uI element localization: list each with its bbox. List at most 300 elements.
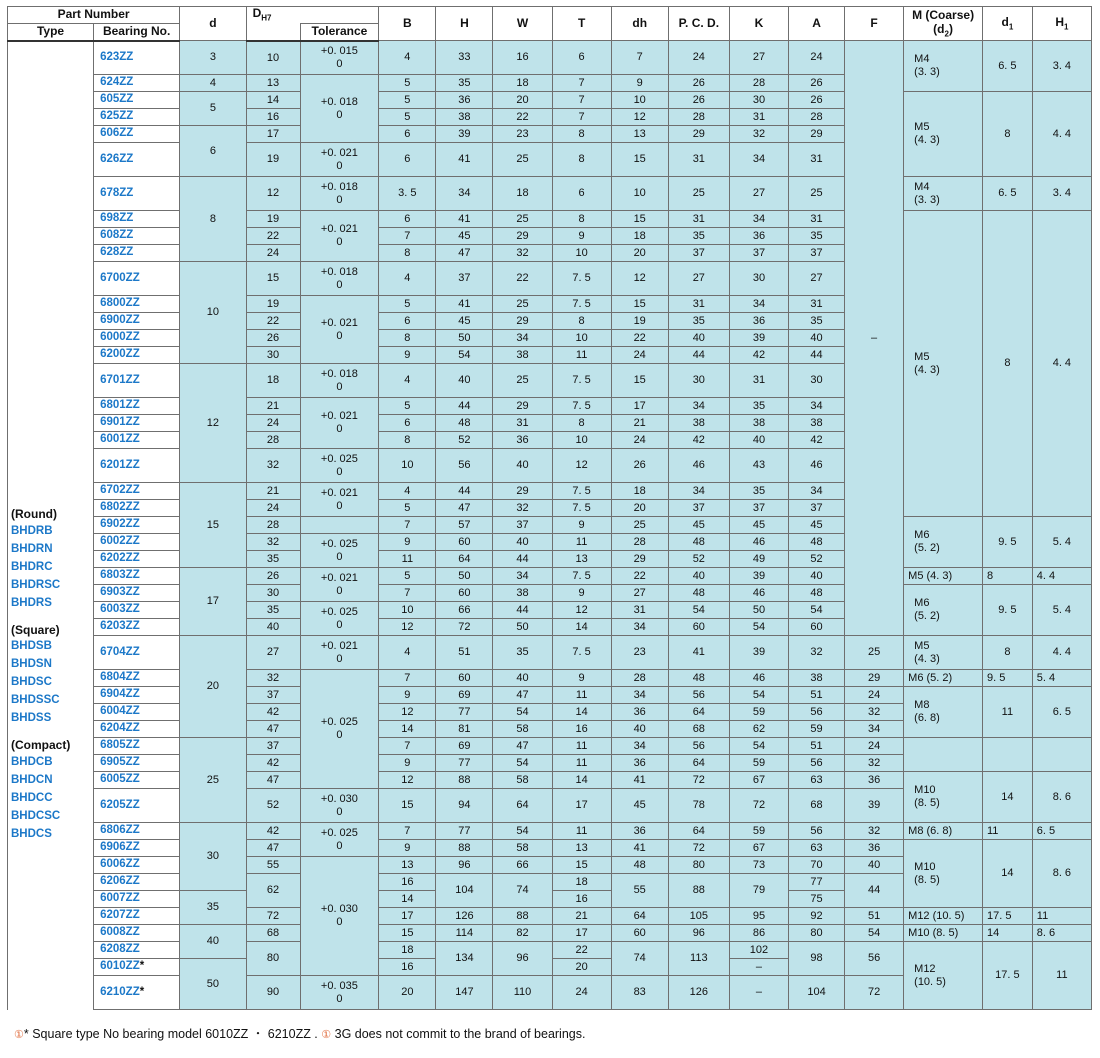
a-cell: 30 [789,364,845,398]
dh-cell: 18 [611,483,668,500]
t-cell: 12 [552,449,611,483]
type-code: BHDSSC [11,694,60,707]
m-cell: M5 (4. 3) [904,92,983,177]
type-code: BHDRS [11,596,52,609]
t-cell: 9 [552,228,611,245]
h1-cell: 5. 4 [1032,670,1091,687]
a-cell: 46 [789,449,845,483]
t-cell: 12 [552,602,611,619]
t-cell: 7. 5 [552,364,611,398]
k-cell: 95 [729,908,788,925]
t-cell: 7. 5 [552,398,611,415]
a-cell: 48 [789,534,845,551]
type-code: BHDRB [11,524,53,537]
b-cell: 4 [379,636,436,670]
b-cell: 7 [379,823,436,840]
h-cell: 54 [436,347,493,364]
t-cell: 7. 5 [552,568,611,585]
dh-cell: 34 [611,687,668,704]
pcd-cell: 26 [668,92,729,109]
dh-cell: 36 [611,704,668,721]
b-cell: 5 [379,296,436,313]
b-cell: 5 [379,398,436,415]
m-cell: M5 (4. 3) [904,568,983,585]
a-cell: 38 [789,415,845,432]
m-cell: M8 (6. 8) [904,687,983,738]
a-cell: 52 [789,551,845,568]
b-cell: 5 [379,92,436,109]
m-cell: M6 (5. 2) [904,517,983,568]
w-cell: 29 [493,313,552,330]
d-cell: 10 [246,41,300,75]
tol-cell: +0. 018 0 [300,364,379,398]
type-code: BHDRSC [11,578,61,591]
bearing-no-cell: 6001ZZ [94,432,180,449]
t-cell: 11 [552,755,611,772]
d-cell: 72 [246,908,300,925]
bearing-no-cell: 6208ZZ [94,942,180,959]
t-cell: 9 [552,517,611,534]
d-cell: 32 [246,449,300,483]
d-cell: 10 [180,262,246,364]
w-cell: 38 [493,585,552,602]
w-cell: 40 [493,670,552,687]
m-cell: M6 (5. 2) [904,585,983,636]
h-cell: 147 [436,976,493,1010]
f-cell: 32 [845,823,904,840]
t-cell: 7. 5 [552,296,611,313]
k-cell: 31 [729,364,788,398]
pcd-cell: 52 [668,551,729,568]
k-cell: 79 [729,874,788,908]
a-cell: 60 [789,619,845,636]
type-group-heading: (Round) [11,506,57,521]
w-cell: 54 [493,755,552,772]
a-cell: 31 [789,211,845,228]
w-cell: 37 [493,517,552,534]
k-cell: – [729,976,788,1010]
k-header: K [729,7,788,41]
h-cell: 52 [436,432,493,449]
pcd-cell: 64 [668,704,729,721]
a-cell: 56 [789,755,845,772]
d-cell: 13 [246,75,300,92]
h-cell: 77 [436,704,493,721]
h1-cell: 6. 5 [1032,687,1091,738]
d-cell: 6 [180,126,246,177]
k-cell: 49 [729,551,788,568]
a-cell: 80 [789,925,845,942]
dh-cell: 10 [611,177,668,211]
w-cell: 32 [493,500,552,517]
d-cell: 24 [246,500,300,517]
d-cell: 30 [246,585,300,602]
t-cell: 21 [552,908,611,925]
h-cell: 48 [436,415,493,432]
dh-cell: 55 [611,874,668,908]
a-cell: 63 [789,772,845,789]
pcd-cell: 38 [668,415,729,432]
bearing-no-cell: 6201ZZ [94,449,180,483]
w-cell: 32 [493,245,552,262]
d-cell: 16 [246,109,300,126]
h1-cell: 5. 4 [1032,585,1091,636]
header-row-1 [8,7,1092,24]
d-cell: 32 [246,534,300,551]
d-cell: 47 [246,840,300,857]
footnote [14,1024,585,1042]
a-cell: 45 [789,517,845,534]
d-cell: 27 [246,636,300,670]
t-cell: 8 [552,126,611,143]
pcd-cell: 30 [668,364,729,398]
m-cell: M4 (3. 3) [904,177,983,211]
dh-cell: 28 [611,670,668,687]
w-cell: 34 [493,568,552,585]
d1-cell: 8 [982,636,1032,670]
type-code: BHDSC [11,676,52,689]
m-cell: M12 (10. 5) [904,942,983,1010]
d-cell: 40 [246,619,300,636]
a-cell: 40 [789,568,845,585]
h-cell: 96 [436,857,493,874]
d-cell: 28 [246,432,300,449]
h1-cell [1032,738,1091,772]
t-cell: 10 [552,330,611,347]
type-code: BHDRN [11,542,53,555]
t-cell: 10 [552,432,611,449]
type-code: BHDSS [11,712,52,725]
type-header: Type [8,23,94,41]
bearing-no-cell: 6802ZZ [94,500,180,517]
t-cell: 14 [552,704,611,721]
a-cell: 77 [789,874,845,891]
f-header: F [845,7,904,41]
f-cell: 32 [845,704,904,721]
dh-cell: 24 [611,347,668,364]
f-cell: 36 [845,840,904,857]
bearing-no-cell: 6010ZZ* [94,959,180,976]
bearing-no-cell: 605ZZ [94,92,180,109]
b-cell: 14 [379,721,436,738]
dh-cell: 15 [611,211,668,228]
k-cell: 39 [729,636,788,670]
a-cell: 26 [789,75,845,92]
f-cell: – [845,41,904,636]
h-cell: 56 [436,449,493,483]
d-cell: 19 [246,211,300,228]
bearing-spec-table [7,6,1092,1010]
h1-cell: 8. 6 [1032,925,1091,942]
d-cell: 50 [180,959,246,1010]
pcd-cell: 37 [668,500,729,517]
b-cell: 4 [379,41,436,75]
table-row [8,517,1092,534]
k-cell: 59 [729,704,788,721]
d1-cell: 17. 5 [982,908,1032,925]
d-cell: 8 [180,177,246,262]
h-cell: 40 [436,364,493,398]
bearing-no-header: Bearing No. [94,23,180,41]
bearing-no-cell: 6006ZZ [94,857,180,874]
pcd-cell: 34 [668,398,729,415]
t-header: T [552,7,611,41]
a-cell: 75 [789,891,845,908]
d-cell: 24 [246,245,300,262]
m-cell: M12 (10. 5) [904,908,983,925]
bearing-no-cell: 6205ZZ [94,789,180,823]
h-cell: 81 [436,721,493,738]
w-cell: 40 [493,534,552,551]
d-header: d [180,7,246,41]
b-header: B [379,7,436,41]
pcd-cell: 56 [668,687,729,704]
pcd-cell: 80 [668,857,729,874]
pcd-cell: 46 [668,449,729,483]
dh-cell: 34 [611,619,668,636]
k-cell: 32 [729,126,788,143]
m-cell: M10 (8. 5) [904,925,983,942]
w-cell: 25 [493,211,552,228]
tol-cell: +0. 025 0 [300,534,379,568]
w-cell: 82 [493,925,552,942]
d-cell: 12 [246,177,300,211]
m-cell: M4 (3. 3) [904,41,983,92]
d-cell: 80 [246,942,300,976]
tol-cell: +0. 035 0 [300,976,379,1010]
dh-header: dh [611,7,668,41]
w-cell: 54 [493,704,552,721]
a-cell: 31 [789,143,845,177]
k-cell: – [729,959,788,976]
h-cell: 72 [436,619,493,636]
h-cell: 35 [436,75,493,92]
d-cell: 30 [180,823,246,891]
t-cell: 15 [552,857,611,874]
bearing-no-cell: 6904ZZ [94,687,180,704]
w-header: W [493,7,552,41]
d-cell: 21 [246,483,300,500]
w-cell: 88 [493,908,552,925]
h-cell: 60 [436,585,493,602]
b-cell: 16 [379,959,436,976]
dh-cell: 83 [611,976,668,1010]
a-header: A [789,7,845,41]
bearing-no-cell: 6005ZZ [94,772,180,789]
bearing-no-cell: 698ZZ [94,211,180,228]
k-cell: 35 [729,398,788,415]
t-cell: 7. 5 [552,262,611,296]
a-cell: 25 [789,177,845,211]
b-cell: 5 [379,75,436,92]
d-cell: 26 [246,330,300,347]
dh-cell: 17 [611,398,668,415]
t-cell: 7 [552,75,611,92]
b-cell: 4 [379,364,436,398]
pcd-cell: 31 [668,296,729,313]
w-cell: 18 [493,75,552,92]
f-cell: 24 [845,738,904,755]
tol-cell: +0. 030 0 [300,857,379,976]
table-row [8,568,1092,585]
w-cell: 74 [493,874,552,908]
dh-cell: 20 [611,500,668,517]
w-cell: 44 [493,551,552,568]
bearing-no-cell: 6700ZZ [94,262,180,296]
w-cell: 25 [493,143,552,177]
pcd-cell: 48 [668,585,729,602]
d-cell: 5 [180,92,246,126]
k-cell: 46 [729,585,788,602]
h1-cell: 3. 4 [1032,177,1091,211]
k-cell: 62 [729,721,788,738]
tol-cell: +0. 018 0 [300,177,379,211]
bearing-no-cell: 6002ZZ [94,534,180,551]
tol-cell: +0. 021 0 [300,143,379,177]
footnote-text-2: 3G does not commit to the brand of bearings. [331,1027,586,1041]
bearing-no-cell: 6701ZZ [94,364,180,398]
a-cell: 34 [789,398,845,415]
d-cell: 24 [246,415,300,432]
a-cell: 63 [789,840,845,857]
bearing-no-cell: 6704ZZ [94,636,180,670]
pcd-cell: 41 [668,636,729,670]
d1-cell: 11 [982,687,1032,738]
w-cell: 25 [493,296,552,313]
pcd-cell: 64 [668,755,729,772]
h-header: H [436,7,493,41]
a-cell: 31 [789,296,845,313]
d-cell: 30 [246,347,300,364]
h1-cell: 5. 4 [1032,517,1091,568]
h-cell: 77 [436,755,493,772]
tol-cell [300,517,379,534]
b-cell: 12 [379,619,436,636]
w-cell: 38 [493,347,552,364]
bearing-no-cell: 6806ZZ [94,823,180,840]
bearing-no-cell: 6202ZZ [94,551,180,568]
k-cell: 43 [729,449,788,483]
w-cell: 44 [493,602,552,619]
d-cell: 35 [180,891,246,925]
dh-cell: 23 [611,636,668,670]
type-code: BHDSB [11,640,52,653]
d1-cell: 8 [982,211,1032,517]
m-cell: M8 (6. 8) [904,823,983,840]
d-cell: 47 [246,721,300,738]
pcd-cell: 24 [668,41,729,75]
type-code: BHDCB [11,756,53,769]
b-cell: 4 [379,262,436,296]
dh-cell: 41 [611,840,668,857]
t-cell: 8 [552,211,611,228]
d-cell: 28 [246,517,300,534]
tol-cell: +0. 015 0 [300,41,379,75]
a-cell: 98 [789,942,845,976]
h-cell: 104 [436,874,493,908]
d1-cell: 9. 5 [982,585,1032,636]
d1-cell: 14 [982,840,1032,908]
t-cell: 20 [552,959,611,976]
bearing-no-cell: 624ZZ [94,75,180,92]
d-cell: 35 [246,551,300,568]
h-cell: 33 [436,41,493,75]
table-body [8,41,1092,1010]
d-cell: 19 [246,143,300,177]
t-cell: 8 [552,143,611,177]
h-cell: 69 [436,687,493,704]
d-cell: 15 [246,262,300,296]
b-cell: 11 [379,551,436,568]
k-cell: 46 [729,534,788,551]
t-cell: 13 [552,551,611,568]
f-cell: 56 [845,942,904,976]
table-row [8,925,1092,942]
tol-cell: +0. 030 0 [300,789,379,823]
k-cell: 42 [729,347,788,364]
a-cell: 51 [789,687,845,704]
part-number-header: Part Number [8,7,180,24]
pcd-cell: 40 [668,330,729,347]
bearing-no-cell: 6007ZZ [94,891,180,908]
k-cell: 37 [729,500,788,517]
dh-cell: 25 [611,517,668,534]
m-cell: M5 (4. 3) [904,211,983,517]
a-cell: 35 [789,313,845,330]
b-cell: 6 [379,211,436,228]
t-cell: 7. 5 [552,500,611,517]
d-cell: 68 [246,925,300,942]
d-cell: 21 [246,398,300,415]
w-cell: 31 [493,415,552,432]
table-row [8,636,1092,670]
w-cell: 54 [493,823,552,840]
b-cell: 6 [379,143,436,177]
d1-cell: 14 [982,772,1032,823]
h-cell: 94 [436,789,493,823]
table-row [8,687,1092,704]
t-cell: 11 [552,534,611,551]
t-cell: 18 [552,874,611,891]
f-cell: 32 [845,755,904,772]
dh-cell: 29 [611,551,668,568]
a-cell: 48 [789,585,845,602]
d1-header: $d_1$ [982,7,1032,41]
t-cell: 16 [552,721,611,738]
d-cell: 47 [246,772,300,789]
dh-cell: 28 [611,534,668,551]
h-cell: 57 [436,517,493,534]
h1-cell: 4. 4 [1032,636,1091,670]
f-cell: 34 [845,721,904,738]
a-cell: 51 [789,738,845,755]
pcd-cell: 64 [668,823,729,840]
k-cell: 50 [729,602,788,619]
b-cell: 7 [379,585,436,602]
a-cell: 56 [789,704,845,721]
k-cell: 27 [729,41,788,75]
d-cell: 3 [180,41,246,75]
b-cell: 5 [379,109,436,126]
k-cell: 39 [729,568,788,585]
dh-cell: 45 [611,789,668,823]
f-cell: 39 [845,789,904,823]
table-row [8,772,1092,789]
w-cell: 64 [493,789,552,823]
pcd-cell: 29 [668,126,729,143]
a-cell: 28 [789,109,845,126]
d-cell: 17 [246,126,300,143]
